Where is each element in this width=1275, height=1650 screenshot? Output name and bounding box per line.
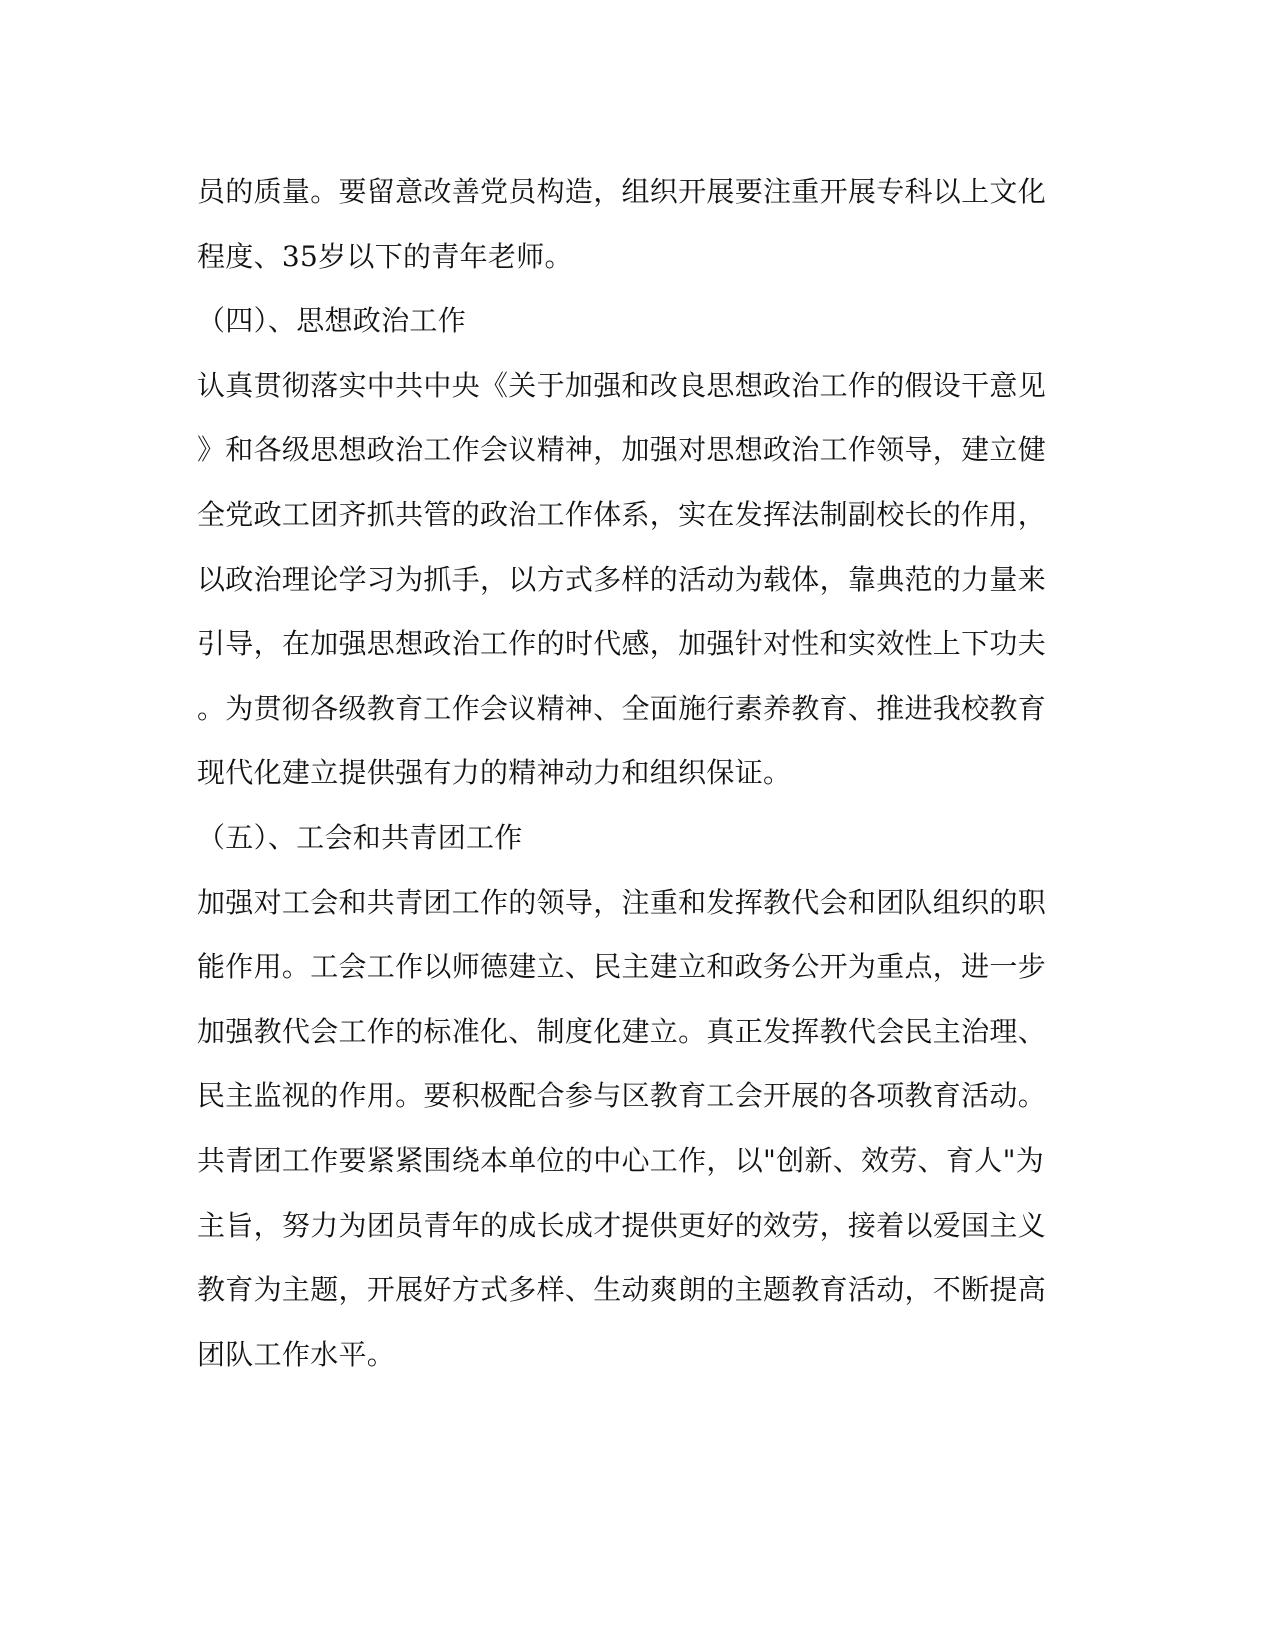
text-line: 全党政工团齐抓共管的政治工作体系，实在发挥法制副校长的作用， (197, 497, 1047, 531)
section-heading: （五）、工会和共青团工作 (197, 820, 523, 854)
text-line: 加强对工会和共青团工作的领导，注重和发挥教代会和团队组织的职 (197, 885, 1047, 919)
text-line: 引导，在加强思想政治工作的时代感，加强针对性和实效性上下功夫 (197, 627, 1047, 661)
text-line: 程度、35岁以下的青年老师。 (197, 239, 573, 273)
text-line: 员的质量。要留意改善党员构造，组织开展要注重开展专科以上文化 (197, 175, 1047, 208)
text-line: 》和各级思想政治工作会议精神，加强对思想政治工作领导，建立健 (197, 433, 1047, 467)
text-line: 认真贯彻落实中共中央《关于加强和改良思想政治工作的假设干意见 (197, 368, 1047, 402)
text-line: 加强教代会工作的标准化、制度化建立。真正发挥教代会民主治理、 (197, 1014, 1047, 1048)
text-line: 民主监视的作用。要积极配合参与区教育工会开展的各项教育活动。 (197, 1079, 1047, 1113)
text-line: 教育为主题，开展好方式多样、生动爽朗的主题教育活动，不断提高 (197, 1273, 1047, 1307)
text-line: 能作用。工会工作以师德建立、民主建立和政务公开为重点，进一步 (197, 950, 1047, 984)
text-line: 共青团工作要紧紧围绕本单位的中心工作，以"创新、效劳、育人"为 (197, 1143, 1045, 1177)
text-line: 现代化建立提供强有力的精神动力和组织保证。 (197, 756, 792, 790)
text-line: 团队工作水平。 (197, 1337, 396, 1371)
section-heading: （四）、思想政治工作 (197, 304, 467, 338)
text-line: 以政治理论学习为抓手，以方式多样的活动为载体，靠典范的力量来 (197, 562, 1047, 596)
text-line: 。为贯彻各级教育工作会议精神、全面施行素养教育、推进我校教育 (197, 691, 1047, 725)
document-body (197, 160, 1077, 1387)
text-line: 主旨，努力为团员青年的成长成才提供更好的效劳，接着以爱国主义 (197, 1208, 1047, 1242)
